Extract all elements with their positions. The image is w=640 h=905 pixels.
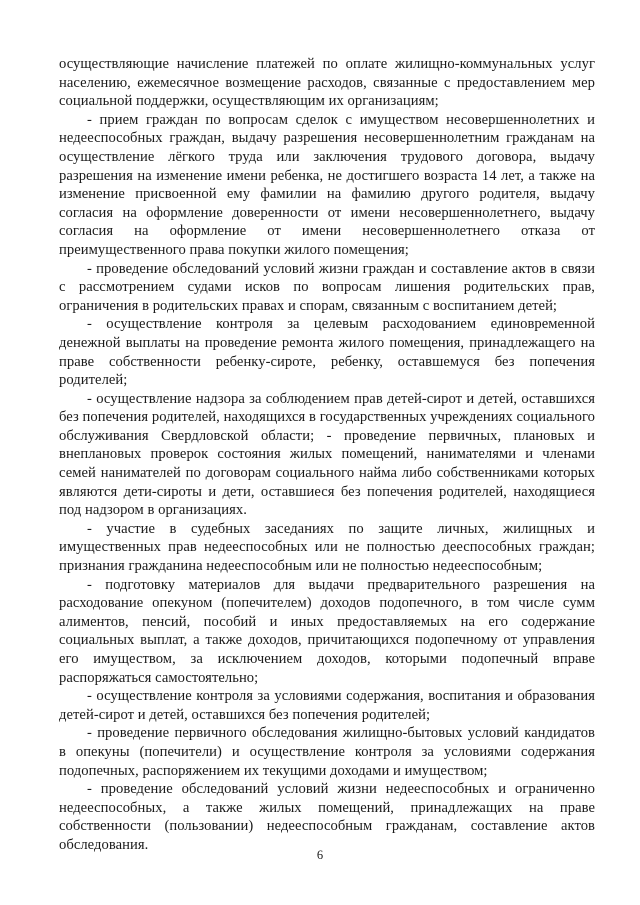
paragraph: осуществляющие начисление платежей по оплате жилищно-коммунальных услуг населению, ежемесячное возмещение расходов, связанные с предоставлением мер социальной поддержки, осуществляющим их организациям; bbox=[59, 56, 595, 110]
page-number: 6 bbox=[316, 848, 324, 862]
document-body bbox=[59, 55, 595, 855]
paragraph: - осуществление контроля за целевым расходованием единовременной денежной выплаты на проведение ремонта жилого помещения, принадлежащего на праве собственности ребенку-сироте, ребенку, оставшемуся без попечения родителей; bbox=[59, 316, 595, 389]
paragraph: - участие в судебных заседаниях по защите личных, жилищных и имущественных прав недееспособных или не полностью дееспособных граждан; признания гражданина недееспособным или не полностью недееспособным; bbox=[59, 520, 595, 575]
paragraph: - проведение обследований условий жизни недееспособных и ограниченно недееспособных, а также жилых помещений, принадлежащих на праве собственности (пользовании) недееспособным гражданам, составление актов обследования. bbox=[59, 781, 595, 853]
paragraph: - проведение обследований условий жизни граждан и составление актов в связи с рассмотрением судами исков по вопросам лишения родительских прав, ограничения в родительских правах и спорам, связанным с воспитанием детей; bbox=[59, 260, 595, 314]
paragraph: - проведение первичного обследования жилищно-бытовых условий кандидатов в опекуны (попечители) и осуществление контроля за условиями содержания подопечных, распоряжением их текущими доходами и имуществом; bbox=[59, 725, 595, 779]
paragraph: - подготовку материалов для выдачи предварительного разрешения на расходование опекуном (попечителем) доходов подопечного, в том числе сумм алиментов, пенсий, пособий и иных предоставляемых на его содержание социальных выплат, а также доходов, причитающихся подопечному от управления его имуществом, за исключением доходов, которыми подопечный вправе распоряжаться самостоятельно; bbox=[59, 576, 595, 686]
paragraph: - осуществление контроля за условиями содержания, воспитания и образования детей-сирот и детей, оставшихся без попечения родителей; bbox=[59, 688, 595, 723]
paragraph: - осуществление надзора за соблюдением прав детей-сирот и детей, оставшихся без попечения родителей, находящихся в государственных учреждениях социального обслуживания Свердловской области; - проведение первичных, плановых и внеплановых проверок состояния жилых помещений, нанимателями и членами семей нанимателей по договорам социального найма либо собственниками которых являются дети-сироты и дети, оставшиеся без попечения родителей, находящиеся под надзором в организациях. bbox=[59, 390, 595, 519]
paragraph: - прием граждан по вопросам сделок с имуществом несовершеннолетних и недееспособных граждан, выдачу разрешения несовершеннолетним гражданам на осуществление лёгкого труда или заключения трудового договора, выдачу разрешения на изменение имени ребенка, не достигшего возраста 14 лет, а также на изменение присвоенной ему фамилии на фамилию другого родителя, выдачу согласия на оформление доверенности от имени несовершеннолетнего, выдачу согласия на оформление от имени несовершеннолетнего отказа от преимущественного права покупки жилого помещения; bbox=[59, 111, 595, 258]
